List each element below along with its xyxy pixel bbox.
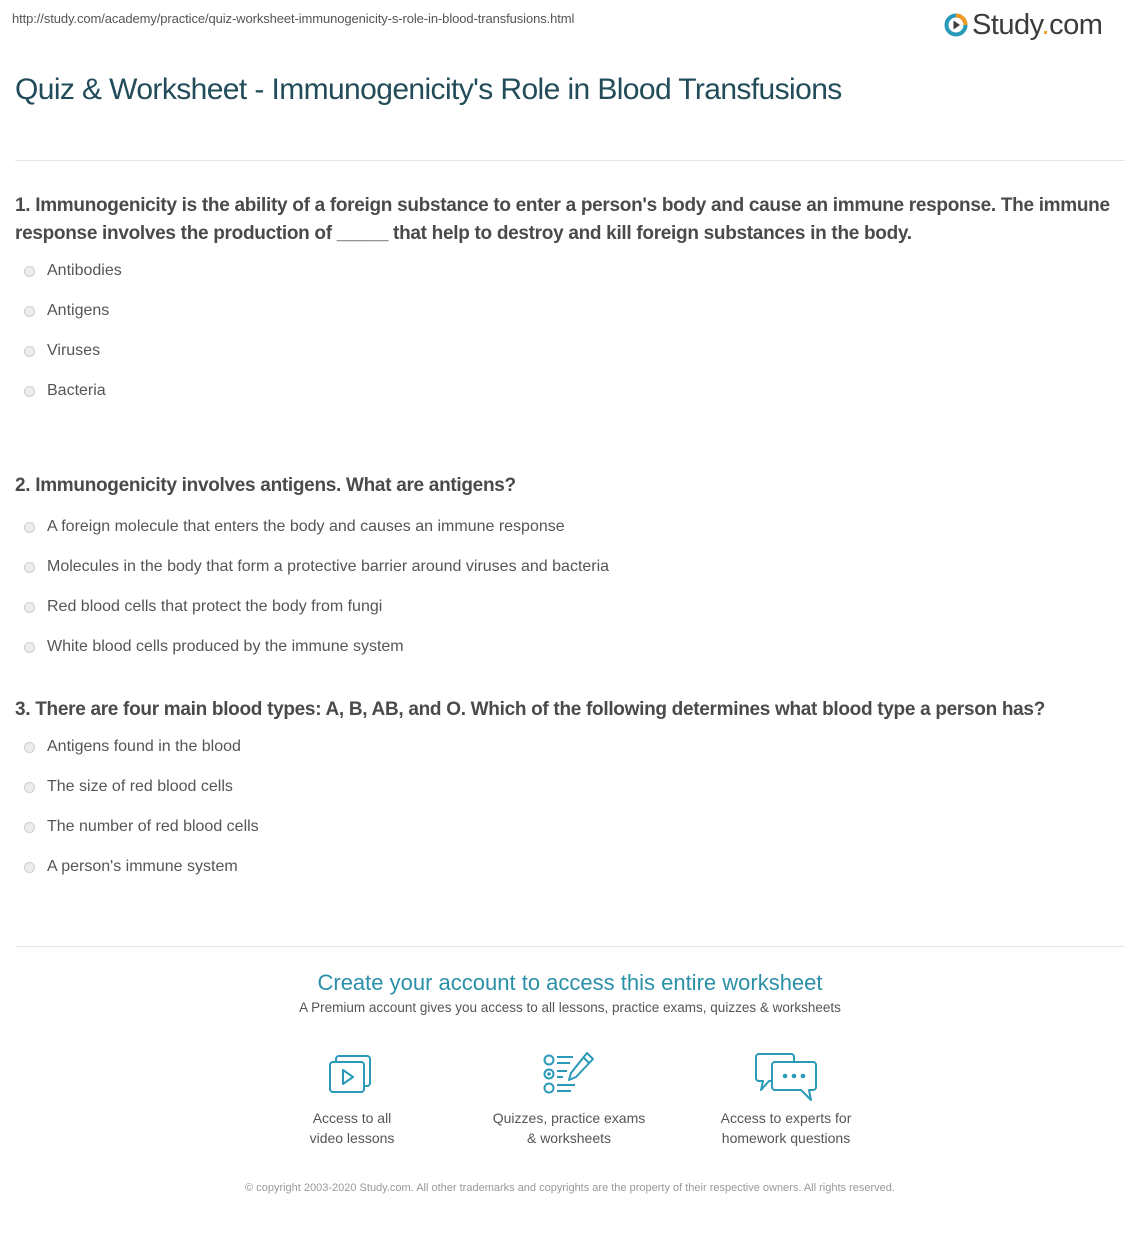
question-2	[15, 472, 1125, 667]
option-label: Bacteria	[47, 382, 106, 399]
option-label: Red blood cells that protect the body from fungi	[47, 598, 383, 615]
page-url: http://study.com/academy/practice/quiz-worksheet-immunogenicity-s-role-in-blood-transfusions.html	[12, 11, 575, 26]
logo-name: Study	[972, 8, 1042, 41]
logo-dot: .	[1041, 8, 1050, 41]
quiz-checklist-icon	[539, 1050, 599, 1098]
answer-option[interactable]	[15, 627, 1125, 667]
radio-button[interactable]	[24, 862, 35, 873]
feature-label	[686, 1108, 886, 1148]
answer-option[interactable]	[15, 371, 1125, 411]
option-label: Antigens	[47, 302, 110, 319]
logo-wordmark	[972, 9, 1102, 42]
option-label: Molecules in the body that form a protective barrier around viruses and bacteria	[47, 558, 610, 575]
radio-button[interactable]	[24, 822, 35, 833]
radio-button[interactable]	[24, 742, 35, 753]
question-1	[15, 192, 1125, 411]
radio-button[interactable]	[24, 562, 35, 573]
radio-button[interactable]	[24, 522, 35, 533]
option-label: Antigens found in the blood	[47, 738, 241, 755]
radio-button[interactable]	[24, 266, 35, 277]
question-3	[15, 696, 1125, 887]
answer-option[interactable]	[15, 807, 1125, 847]
answer-option[interactable]	[15, 507, 1125, 547]
answer-option[interactable]	[15, 587, 1125, 627]
radio-button[interactable]	[24, 306, 35, 317]
radio-button[interactable]	[24, 642, 35, 653]
feature-experts	[686, 1050, 886, 1148]
question-text: 2. Immunogenicity involves antigens. What are antigens?	[15, 475, 516, 496]
video-lessons-icon	[322, 1050, 382, 1098]
feature-label-line: Access to experts for	[720, 1110, 852, 1126]
radio-button[interactable]	[24, 602, 35, 613]
radio-button[interactable]	[24, 782, 35, 793]
answer-option[interactable]	[15, 331, 1125, 371]
feature-label	[469, 1108, 669, 1148]
feature-video-lessons	[252, 1050, 452, 1148]
feature-label-line: video lessons	[309, 1130, 395, 1146]
header-divider	[15, 160, 1125, 161]
option-label: White blood cells produced by the immune system	[47, 638, 404, 655]
page-title: Quiz & Worksheet - Immunogenicity's Role in Blood Transfusions	[15, 73, 842, 106]
answer-options	[15, 251, 1125, 411]
copyright-footer: © copyright 2003-2020 Study.com. All other trademarks and copyrights are the property of their respective owners. All rights reserved.	[245, 1182, 895, 1194]
answer-options	[15, 507, 1125, 667]
chat-bubbles-icon	[753, 1050, 819, 1102]
feature-label-line: & worksheets	[526, 1130, 612, 1146]
feature-label	[252, 1108, 452, 1148]
option-label: The number of red blood cells	[47, 818, 259, 835]
question-text: 1. Immunogenicity is the ability of a foreign substance to enter a person's body and cause an immune response. The immune response involves the production of _____ that help to destroy and kill foreign substances in the body.	[15, 195, 1110, 244]
cta-subtitle: A Premium account gives you access to all lessons, practice exams, quizzes & worksheets	[299, 1000, 841, 1015]
answer-option[interactable]	[15, 291, 1125, 331]
play-circle-icon	[944, 13, 968, 37]
radio-button[interactable]	[24, 346, 35, 357]
answer-option[interactable]	[15, 251, 1125, 291]
option-label: Antibodies	[47, 262, 122, 279]
cta-title-link[interactable]: Create your account to access this entire worksheet	[317, 970, 823, 995]
signup-cta	[0, 968, 1140, 1018]
cta-divider	[15, 946, 1125, 947]
answer-options	[15, 727, 1125, 887]
answer-option[interactable]	[15, 727, 1125, 767]
study-logo[interactable]	[944, 8, 1102, 42]
logo-tld: com	[1049, 8, 1103, 41]
answer-option[interactable]	[15, 767, 1125, 807]
feature-quizzes	[469, 1050, 669, 1148]
feature-label-line: Quizzes, practice exams	[492, 1110, 646, 1126]
feature-label-line: homework questions	[721, 1130, 851, 1146]
answer-option[interactable]	[15, 847, 1125, 887]
question-text: 3. There are four main blood types: A, B, AB, and O. Which of the following determines what blood type a person has?	[15, 699, 1046, 720]
option-label: Viruses	[47, 342, 101, 359]
option-label: A foreign molecule that enters the body and causes an immune response	[47, 518, 565, 535]
option-label: The size of red blood cells	[47, 778, 233, 795]
answer-option[interactable]	[15, 547, 1125, 587]
option-label: A person's immune system	[47, 858, 238, 875]
feature-label-line: Access to all	[312, 1110, 392, 1126]
radio-button[interactable]	[24, 386, 35, 397]
